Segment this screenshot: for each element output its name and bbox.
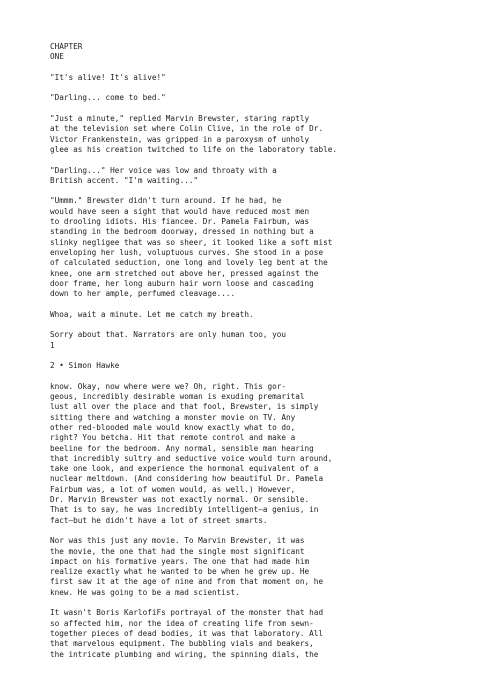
book-page <box>50 42 460 670</box>
paragraph: "Darling... come to bed." <box>50 93 166 103</box>
paragraph: It wasn't Boris KarlofiFs portrayal of the monster that had so affected him, nor the idea of creating life from sewn- together pieces of dead bodies, it was that laboratory. All that marvelous equipment. The bubbling vials and beakers, the intricate plumbing and wiring, the spinning dials, the <box>50 608 324 659</box>
paragraph: "Ummm." Brewster didn't turn around. If he had, he would have seen a sight that would have reduced most men to drooling idiots. His fiancee. Dr. Pamela Fairbum, was standing in the bedroom doorway, dressed in nothing but a slinky negligee that was so sheer, it looked like a soft mist enveloping her lush, voluptuous curves. She stood in a pose of calculated seduction, one long and lovely leg bent at the knee, one arm stretched out above her, pressed against the door frame, her long auburn hair worn loose and cascading down to her ample, perfumed cleavage.... <box>50 196 333 299</box>
paragraph-with-page-number: Sorry about that. Narrators are only human too, you 1 <box>50 330 287 350</box>
paragraph: "It's alive! It's alive!" <box>50 72 166 82</box>
paragraph: Whoa, wait a minute. Let me catch my breath. <box>50 309 254 319</box>
paragraph: "Just a minute," replied Marvin Brewster, staring raptly at the television set where Colin Clive, in the role of Dr. Victor Frankenstein, was gripped in a paroxysm of unholy glee as his creation twitched to life on the laboratory table. <box>50 114 337 154</box>
running-header: 2 • Simon Hawke <box>50 361 120 371</box>
chapter-heading: CHAPTER ONE <box>50 42 83 62</box>
paragraph: "Darling..." Her voice was low and throaty with a British accent. "I'm waiting..." <box>50 165 277 185</box>
paragraph: know. Okay, now where were we? Oh, right. This gor- geous, incredibly desirable woman is exuding premarital lust all over the place and that fool, Brewster, is simply sitting there and watching a monster movie on TV. Any other red-blooded male would know exactly what to do, right? You betcha. Hit that remote control and make a beeline for the bedroom. Any normal, sensible man hearing that incredibly sultry and seductive voice would turn around, take one look, and experience the hormonal equivalent of a nuclear meltdown. (And considering how beautiful Dr. Pamela Fairbum was, a lot of women would, as well.) However, Dr. Marvin Brewster was not exactly normal. Or sensible. That is to say, he was incredibly intelligent—a genius, in fact—but he didn't have a lot of street smarts. <box>50 381 333 525</box>
paragraph: Nor was this just any movie. To Marvin Brewster, it was the movie, the one that had the single most significant impact on his formative years. The one that had made him realize exactly what he wanted to be when he grew up. He first saw it at the age of nine and from that moment on, he knew. He was going to be a mad scientist. <box>50 536 324 597</box>
